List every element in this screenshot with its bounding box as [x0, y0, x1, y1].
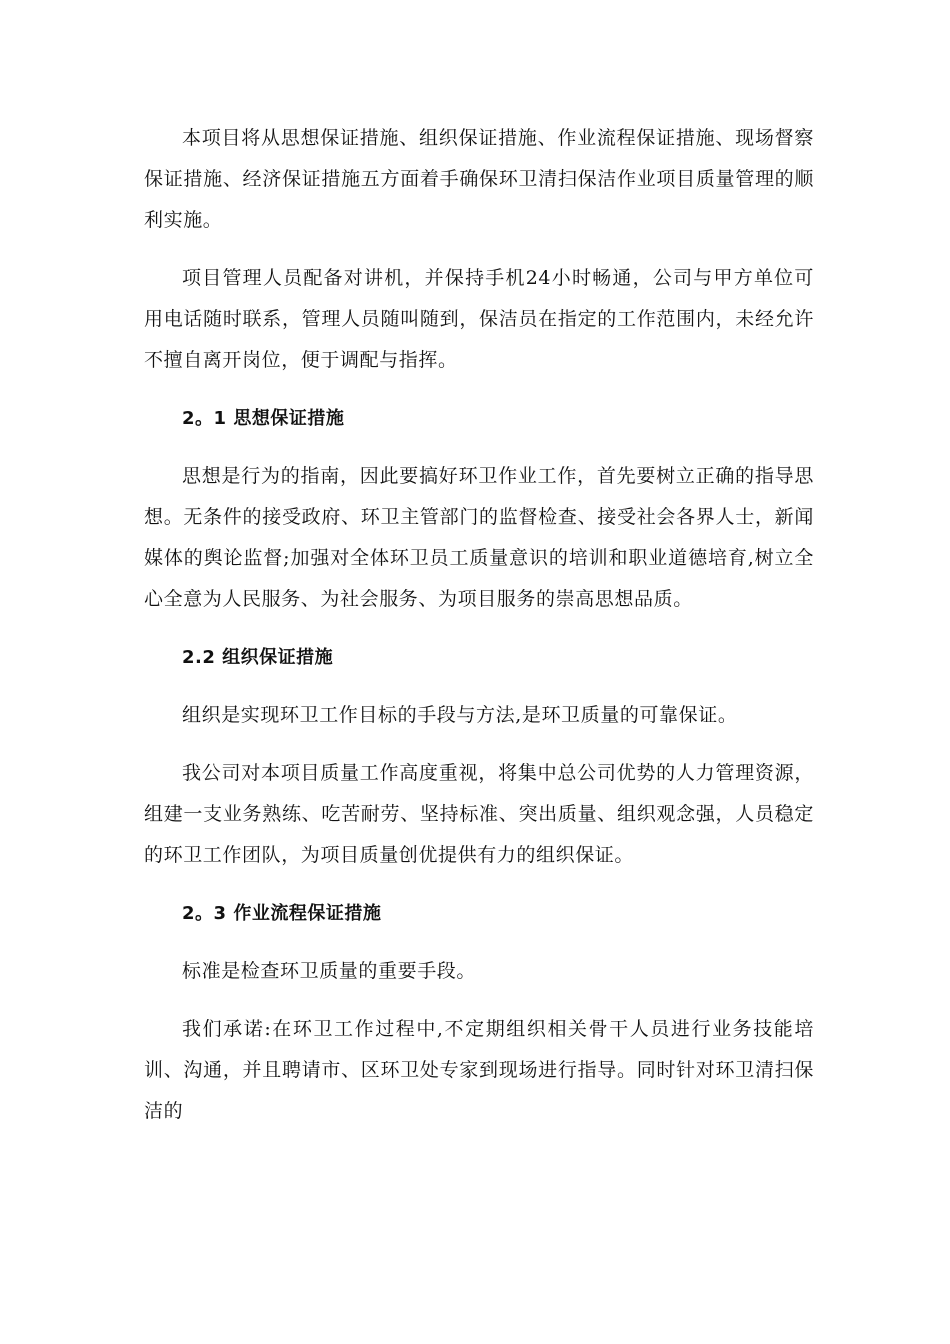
section-heading-2-1: 2。1 思想保证措施	[182, 408, 345, 429]
paragraph-ideology: 思想是行为的指南，因此要搞好环卫作业工作，首先要树立正确的指导思想。无条件的接受政府、环卫主管部门的监督检查、接受社会各界人士，新闻媒体的舆论监督;加强对全体环卫员工质量意识的培训和职业道德培育,树立全心全意为人民服务、为社会服务、为项目服务的崇高思想品质。	[144, 465, 814, 610]
section-heading-2-2: 2.2 组织保证措施	[182, 647, 334, 668]
paragraph-intro: 本项目将从思想保证措施、组织保证措施、作业流程保证措施、现场督察保证措施、经济保证措施五方面着手确保环卫清扫保洁作业项目质量管理的顺利实施。	[144, 127, 814, 231]
paragraph-organization: 组织是实现环卫工作目标的手段与方法,是环卫质量的可靠保证。	[182, 704, 738, 726]
paragraph-communication: 项目管理人员配备对讲机，并保持手机24小时畅通，公司与甲方单位可用电话随时联系，管理人员随叫随到，保洁员在指定的工作范围内，未经允许不擅自离开岗位，便于调配与指挥。	[144, 267, 814, 371]
paragraph-commitment: 我们承诺:在环卫工作过程中,不定期组织相关骨干人员进行业务技能培训、沟通，并且聘请市、区环卫处专家到现场进行指导。同时针对环卫清扫保洁的	[144, 1018, 814, 1122]
paragraph-standard: 标准是检查环卫质量的重要手段。	[182, 960, 477, 982]
document-body	[144, 118, 814, 1149]
section-heading-2-3: 2。3 作业流程保证措施	[182, 903, 382, 924]
paragraph-team: 我公司对本项目质量工作高度重视，将集中总公司优势的人力管理资源，组建一支业务熟练、吃苦耐劳、坚持标准、突出质量、组织观念强，人员稳定的环卫工作团队，为项目质量创优提供有力的组织保证。	[144, 762, 814, 866]
